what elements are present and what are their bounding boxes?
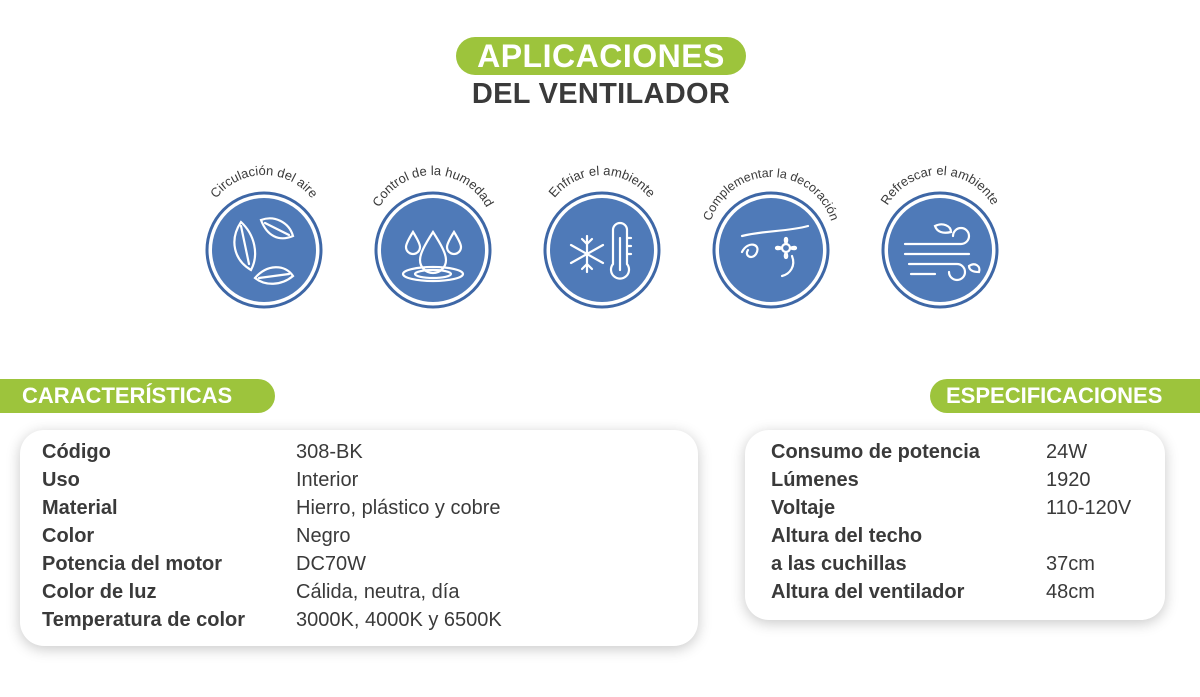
- app-decoracion: [696, 160, 846, 310]
- app-label: Complementar la decoración: [700, 165, 842, 223]
- row-key: Uso: [42, 469, 80, 491]
- table-row: [42, 466, 698, 494]
- table-row: [42, 578, 698, 606]
- row-value: 110-120V: [1046, 497, 1132, 519]
- svg-text:Enfriar el ambiente: [546, 163, 659, 200]
- row-value: DC70W: [296, 553, 367, 575]
- row-key: Temperatura de color: [42, 609, 246, 631]
- table-row: [42, 494, 698, 522]
- page-title: APLICACIONES: [456, 37, 746, 75]
- table-row: [771, 550, 1165, 578]
- especificaciones-heading: ESPECIFICACIONES: [930, 379, 1200, 413]
- row-value: 1920: [1046, 469, 1091, 491]
- table-row: [771, 494, 1165, 522]
- row-value: Hierro, plástico y cobre: [296, 497, 501, 519]
- especificaciones-card: [745, 430, 1165, 620]
- row-key: a las cuchillas: [771, 553, 907, 575]
- row-value: Negro: [296, 525, 351, 547]
- table-row: [42, 550, 698, 578]
- row-key: Código: [42, 441, 111, 463]
- row-key: Altura del techo: [771, 525, 923, 547]
- row-key: Lúmenes: [771, 469, 859, 491]
- row-value: Interior: [296, 469, 359, 491]
- table-row: [42, 522, 698, 550]
- table-row: [771, 438, 1165, 466]
- app-label: Enfriar el ambiente: [545, 162, 659, 201]
- app-circulacion: [189, 160, 339, 310]
- row-value: 48cm: [1046, 581, 1095, 603]
- app-refrescar: [865, 160, 1015, 310]
- table-row: [771, 578, 1165, 606]
- row-key: Potencia del motor: [42, 553, 223, 575]
- caracteristicas-card: [20, 430, 698, 646]
- page-subtitle: DEL VENTILADOR: [471, 78, 731, 110]
- app-label: Control de la humedad: [369, 162, 497, 210]
- row-value: Cálida, neutra, día: [296, 581, 460, 603]
- app-label: Refrescar el ambiente: [877, 162, 1003, 208]
- row-value: 308-BK: [296, 441, 363, 463]
- row-key: Consumo de potencia: [771, 441, 980, 463]
- app-enfriar: [527, 160, 677, 310]
- row-key: Color de luz: [42, 581, 157, 603]
- app-humedad: [358, 160, 508, 310]
- table-row: [771, 466, 1165, 494]
- app-label: Circulación del aire: [207, 162, 322, 201]
- table-row: [771, 522, 1165, 550]
- svg-text:Circulación del aire: [207, 163, 321, 201]
- caracteristicas-heading: CARACTERÍSTICAS: [0, 379, 275, 413]
- row-key: Color: [42, 525, 95, 547]
- table-row: [42, 606, 698, 634]
- row-value: 24W: [1046, 441, 1088, 463]
- row-value: 37cm: [1046, 553, 1095, 575]
- row-key: Voltaje: [771, 497, 836, 519]
- row-key: Altura del ventilador: [771, 581, 965, 603]
- table-row: [42, 438, 698, 466]
- row-key: Material: [42, 497, 118, 519]
- row-value: 3000K, 4000K y 6500K: [296, 609, 502, 631]
